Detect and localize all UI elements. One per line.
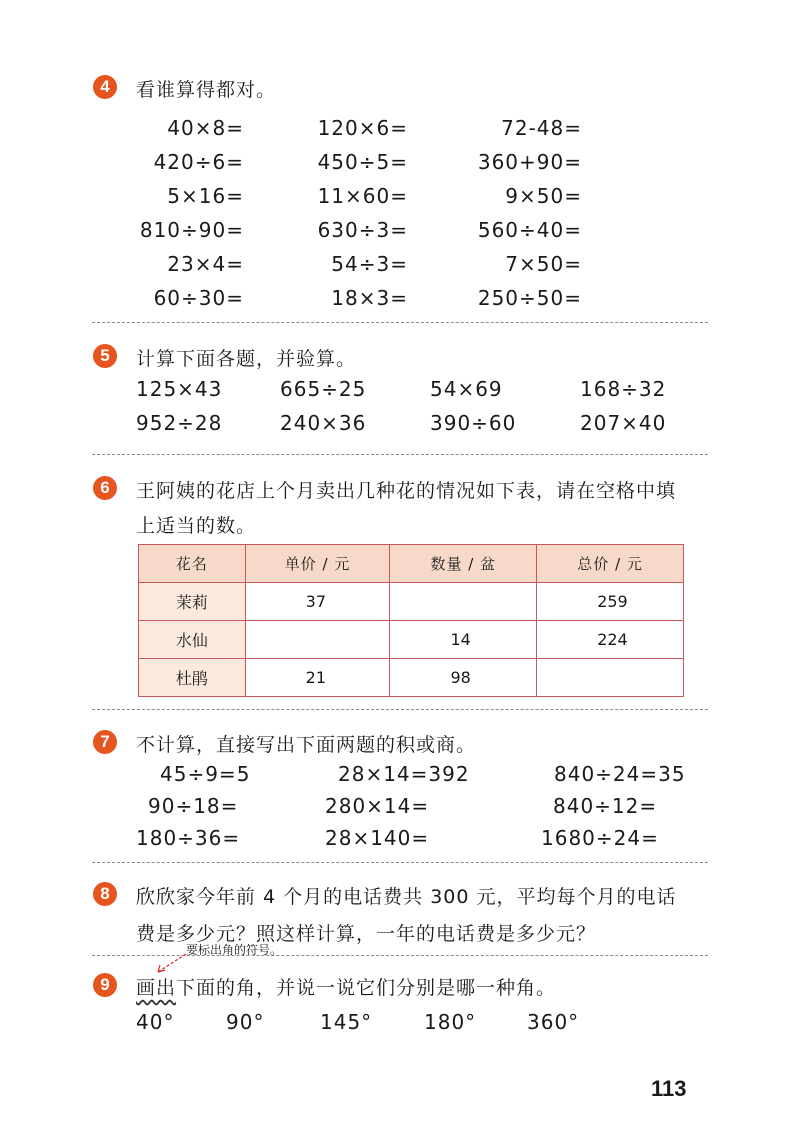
expr: 7×50= bbox=[505, 252, 582, 276]
table-cell-blank bbox=[537, 659, 684, 697]
expr: 11×60= bbox=[317, 184, 408, 208]
expr: 28×140= bbox=[325, 826, 430, 850]
table-cell: 259 bbox=[537, 583, 684, 621]
expr: 840÷24=35 bbox=[554, 762, 686, 786]
expr: 180÷36= bbox=[136, 826, 241, 850]
table-cell: 杜鹃 bbox=[139, 659, 246, 697]
table-cell: 98 bbox=[390, 659, 537, 697]
hint-note: 要标出角的符号。 bbox=[186, 943, 283, 957]
flower-sales-table bbox=[138, 544, 684, 697]
section-8-line2: 费是多少元？照这样计算，一年的电话费是多少元？ bbox=[136, 923, 597, 945]
table-cell: 14 bbox=[390, 621, 537, 659]
expr: 9×50= bbox=[505, 184, 582, 208]
table-row bbox=[139, 659, 684, 697]
section-9-heading bbox=[136, 973, 556, 1000]
expr: 810÷90= bbox=[139, 218, 244, 242]
table-header: 花名 bbox=[139, 545, 246, 583]
table-header-row bbox=[139, 545, 684, 583]
divider bbox=[92, 454, 708, 455]
expr: 54÷3= bbox=[331, 252, 408, 276]
table-header: 单价 / 元 bbox=[245, 545, 390, 583]
expr: 40×8= bbox=[167, 116, 244, 140]
table-cell: 21 bbox=[245, 659, 390, 697]
angle-value: 360° bbox=[527, 1010, 580, 1034]
expr: 28×14=392 bbox=[338, 762, 470, 786]
section-4-heading: 看谁算得都对。 bbox=[136, 79, 277, 101]
table-row bbox=[139, 621, 684, 659]
divider bbox=[92, 862, 708, 863]
expr: 390÷60 bbox=[430, 411, 517, 435]
heading-rest: 下面的角，并说一说它们分别是哪一种角。 bbox=[176, 977, 557, 999]
table-cell: 茉莉 bbox=[139, 583, 246, 621]
section-6-heading-line1: 王阿姨的花店上个月卖出几种花的情况如下表，请在空格中填 bbox=[136, 480, 677, 502]
expr: 168÷32 bbox=[580, 377, 667, 401]
expr: 1680÷24= bbox=[541, 826, 659, 850]
expr: 630÷3= bbox=[317, 218, 408, 242]
expr: 18×3= bbox=[331, 286, 408, 310]
badge-4: 4 bbox=[93, 75, 117, 99]
expr: 207×40 bbox=[580, 411, 667, 435]
expr: 420÷6= bbox=[153, 150, 244, 174]
table-cell: 224 bbox=[537, 621, 684, 659]
page-number: 113 bbox=[651, 1076, 687, 1101]
section-7-heading: 不计算，直接写出下面两题的积或商。 bbox=[136, 734, 477, 756]
expr: 560÷40= bbox=[477, 218, 582, 242]
table-cell-blank bbox=[390, 583, 537, 621]
expr: 250÷50= bbox=[477, 286, 582, 310]
table-header: 总价 / 元 bbox=[537, 545, 684, 583]
divider bbox=[92, 322, 708, 323]
expr: 450÷5= bbox=[317, 150, 408, 174]
expr: 45÷9=5 bbox=[160, 762, 251, 786]
expr: 72-48= bbox=[501, 116, 582, 140]
badge-8: 8 bbox=[93, 882, 117, 906]
divider bbox=[92, 709, 708, 710]
angle-value: 145° bbox=[320, 1010, 373, 1034]
heading-emphasis: 画出 bbox=[136, 977, 177, 999]
badge-5: 5 bbox=[93, 344, 117, 368]
expr: 240×36 bbox=[280, 411, 367, 435]
expr: 280×14= bbox=[325, 794, 430, 818]
table-header: 数量 / 盆 bbox=[390, 545, 537, 583]
expr: 360+90= bbox=[477, 150, 582, 174]
table-cell-blank bbox=[245, 621, 390, 659]
expr: 90÷18= bbox=[148, 794, 239, 818]
badge-9: 9 bbox=[93, 973, 117, 997]
expr: 23×4= bbox=[167, 252, 244, 276]
expr: 665÷25 bbox=[280, 377, 367, 401]
section-8-line1: 欣欣家今年前 4 个月的电话费共 300 元，平均每个月的电话 bbox=[136, 886, 677, 908]
table-cell: 37 bbox=[245, 583, 390, 621]
badge-7: 7 bbox=[93, 730, 117, 754]
expr: 840÷12= bbox=[553, 794, 658, 818]
angle-value: 90° bbox=[226, 1010, 265, 1034]
expr: 125×43 bbox=[136, 377, 223, 401]
section-5-heading: 计算下面各题，并验算。 bbox=[136, 348, 357, 370]
section-6-heading-line2: 上适当的数。 bbox=[136, 515, 257, 537]
expr: 54×69 bbox=[430, 377, 503, 401]
table-row bbox=[139, 583, 684, 621]
badge-6: 6 bbox=[93, 476, 117, 500]
expr: 952÷28 bbox=[136, 411, 223, 435]
table-cell: 水仙 bbox=[139, 621, 246, 659]
angle-value: 40° bbox=[136, 1010, 175, 1034]
expr: 120×6= bbox=[317, 116, 408, 140]
expr: 60÷30= bbox=[153, 286, 244, 310]
angle-value: 180° bbox=[424, 1010, 477, 1034]
expr: 5×16= bbox=[167, 184, 244, 208]
